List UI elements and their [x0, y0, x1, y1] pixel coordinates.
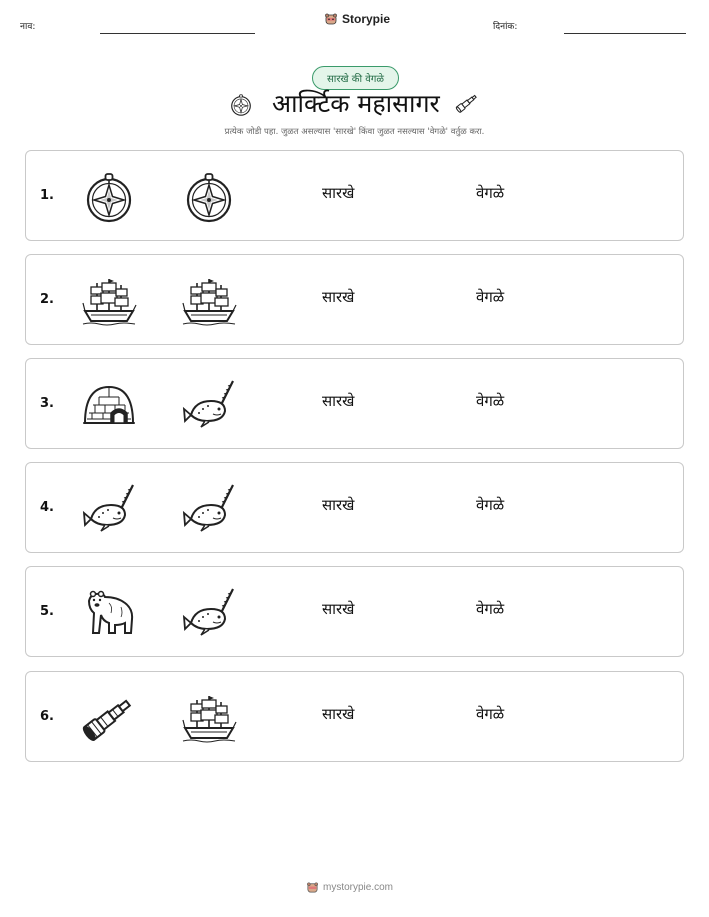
narwhal-icon — [181, 585, 237, 641]
name-field-line[interactable] — [100, 33, 255, 34]
question-number: 3. — [40, 396, 54, 411]
worksheet-tag: सारखे की वेगळे — [312, 66, 399, 90]
brand-logo — [324, 12, 390, 26]
narwhal-icon — [181, 481, 237, 537]
different-option[interactable]: वेगळे — [476, 496, 505, 514]
page-title: आर्क्टिक महासागर — [272, 89, 440, 118]
compass-icon — [181, 169, 237, 225]
date-field-line[interactable] — [564, 33, 686, 34]
narwhal-icon — [181, 377, 237, 433]
question-number: 5. — [40, 604, 54, 619]
instructions: प्रत्येक जोडी पहा. जुळत असल्यास 'सारखे' किंवा जुळत नसल्यास 'वेगळे' वर्तुळ करा. — [224, 127, 485, 137]
question-number: 4. — [40, 500, 54, 515]
same-option[interactable]: सारखे — [322, 600, 355, 618]
question-card — [25, 671, 684, 762]
compass-icon — [81, 169, 137, 225]
ship-icon — [81, 273, 137, 329]
footer-site: mystorypie.com — [323, 882, 394, 893]
ship-icon — [181, 690, 237, 746]
question-card — [25, 150, 684, 241]
different-option[interactable]: वेगळे — [476, 288, 505, 306]
compass-icon — [228, 92, 254, 118]
question-card — [25, 358, 684, 449]
question-card — [25, 566, 684, 657]
same-option[interactable]: सारखे — [322, 496, 355, 514]
question-card — [25, 462, 684, 553]
question-number: 1. — [40, 188, 54, 203]
name-label: नाव: — [20, 22, 36, 32]
brand-name: Storypie — [342, 12, 391, 26]
narwhal-icon — [81, 481, 137, 537]
spyglass-icon — [81, 690, 137, 746]
storypie-mascot-icon — [324, 12, 338, 26]
different-option[interactable]: वेगळे — [476, 600, 505, 618]
ship-icon — [181, 273, 237, 329]
igloo-icon — [81, 377, 137, 433]
date-label: दिनांक: — [493, 22, 518, 32]
question-number: 2. — [40, 292, 54, 307]
different-option[interactable]: वेगळे — [476, 184, 505, 202]
question-number: 6. — [40, 709, 54, 724]
polar-bear-icon — [81, 585, 137, 641]
question-card — [25, 254, 684, 345]
different-option[interactable]: वेगळे — [476, 392, 505, 410]
storypie-mascot-icon — [306, 881, 319, 894]
same-option[interactable]: सारखे — [322, 705, 355, 723]
same-option[interactable]: सारखे — [322, 288, 355, 306]
same-option[interactable]: सारखे — [322, 392, 355, 410]
same-option[interactable]: सारखे — [322, 184, 355, 202]
different-option[interactable]: वेगळे — [476, 705, 505, 723]
spyglass-icon — [451, 90, 483, 116]
footer — [306, 881, 393, 894]
